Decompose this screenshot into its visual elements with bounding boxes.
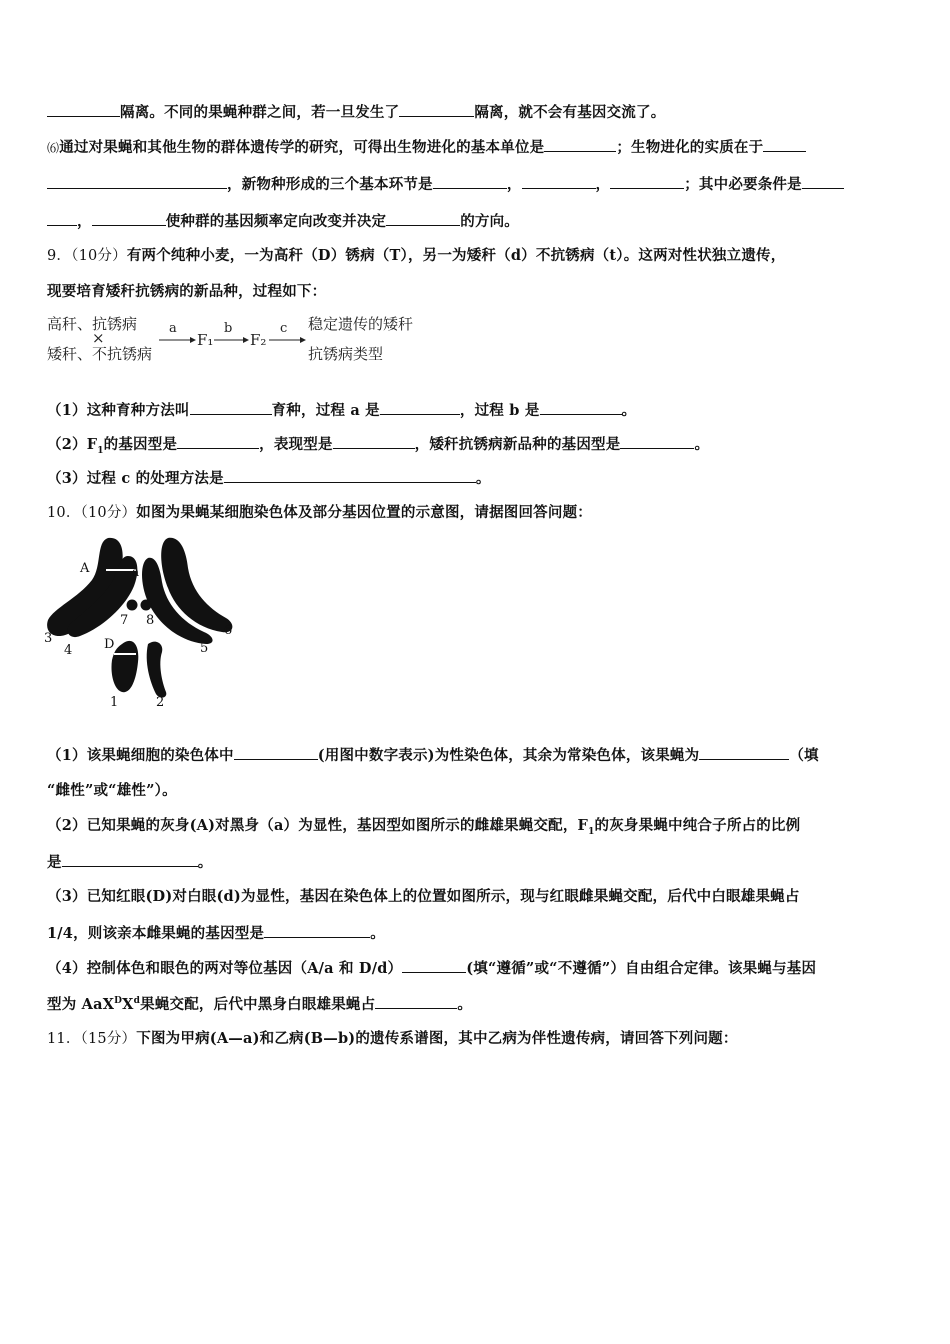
- text: 。: [370, 925, 385, 942]
- text: 1/4，则该亲本雌果蝇的基因型是: [47, 925, 265, 942]
- text: 。: [457, 996, 473, 1013]
- answer-blank[interactable]: [620, 434, 694, 449]
- text: 型为 AaX: [47, 996, 115, 1013]
- arrowhead-a: [190, 337, 196, 343]
- text: 的灰身果蝇中纯合子所占的比例: [594, 817, 801, 834]
- answer-blank[interactable]: [610, 174, 684, 189]
- arrowhead-b: [243, 337, 249, 343]
- chromosome-7: [127, 600, 138, 611]
- question-number: 10．（10分）: [47, 505, 137, 521]
- text: （2）F: [47, 436, 98, 453]
- text: 隔离，就不会有基因交流了。: [474, 104, 666, 121]
- answer-blank[interactable]: [190, 400, 272, 415]
- q10-part-2-line-2: [47, 852, 212, 873]
- q10-part-3-line-2: [47, 923, 385, 944]
- answer-blank[interactable]: [522, 174, 596, 189]
- text: 的方向。: [460, 213, 520, 230]
- text: (填“遵循”或“不遵循”）自由组合定律。该果蝇与基因: [466, 960, 817, 977]
- text: （3）过程 c 的处理方法是: [47, 470, 224, 487]
- label-5: 5: [200, 641, 209, 656]
- f1-label: F₁: [197, 331, 214, 349]
- answer-blank[interactable]: [234, 745, 318, 760]
- label-7: 7: [120, 613, 129, 628]
- label-4: 4: [64, 643, 73, 658]
- q10-part-3-line-1: [47, 887, 800, 907]
- answer-blank[interactable]: [47, 211, 77, 226]
- text: ，过程 b 是: [459, 402, 540, 419]
- parent2-label: 矮秆、不抗锈病: [47, 345, 153, 363]
- answer-blank[interactable]: [763, 137, 806, 152]
- answer-blank[interactable]: [544, 137, 616, 152]
- answer-blank[interactable]: [333, 434, 415, 449]
- label-3: 3: [44, 631, 53, 646]
- label-6: 6: [224, 623, 233, 638]
- q10-part-1-line-2: [47, 781, 177, 801]
- f2-label: F₂: [250, 331, 267, 349]
- answer-blank[interactable]: [802, 174, 844, 189]
- q9-stem-1: [47, 246, 785, 266]
- subscript: 1: [97, 445, 104, 456]
- text: （填: [789, 747, 819, 764]
- arrowhead-c: [300, 337, 306, 343]
- text: 通过对果蝇和其他生物的群体遗传学的研究，可得出生物进化的基本单位是: [59, 139, 545, 156]
- text: ，新物种形成的三个基本环节是: [227, 176, 433, 193]
- q8-line-4: [47, 211, 519, 232]
- text: 使种群的基因频率定向改变并决定: [165, 213, 387, 230]
- text: 有两个纯种小麦，一为高秆（D）锈病（T），另一为矮秆（d）不抗锈病（t）。这两对性状独立遗传，: [126, 247, 786, 264]
- answer-blank[interactable]: [224, 468, 476, 483]
- step-b-label: b: [224, 321, 233, 336]
- answer-blank[interactable]: [47, 174, 227, 189]
- answer-blank[interactable]: [62, 852, 198, 867]
- text: 隔离。不同的果蝇种群之间，若一旦发生了: [120, 104, 400, 121]
- text: （2）已知果蝇的灰身(A)对黑身（a）为显性，基因型如图所示的雌雄果蝇交配，F: [47, 817, 589, 834]
- text: 育种，过程 a 是: [271, 402, 380, 419]
- question-number: 9．（10分）: [47, 248, 127, 264]
- text: 下图为甲病(A—a)和乙病(B—b)的遗传系谱图，其中乙病为伴性遗传病，请回答下列问题：: [136, 1030, 738, 1047]
- text: （1）该果蝇细胞的染色体中: [47, 747, 234, 764]
- text: ，: [595, 176, 611, 193]
- parent1-label: 高秆、抗锈病: [47, 315, 138, 333]
- answer-blank[interactable]: [399, 102, 474, 117]
- text: (用图中数字表示)为性染色体，其余为常染色体，该果蝇为: [317, 747, 700, 764]
- text: （3）已知红眼(D)对白眼(d)为显性，基因在染色体上的位置如图所示，现与红眼雌果蝇交配，后代中白眼雄果蝇占: [47, 888, 800, 905]
- q10-stem: [47, 503, 592, 523]
- text: “雌性”或“雄性”）。: [47, 782, 177, 799]
- text: 现要培育矮秆抗锈病的新品种，过程如下：: [47, 283, 327, 300]
- text: 是: [47, 854, 62, 871]
- text: ，矮秆抗锈病新品种的基因型是: [414, 436, 621, 453]
- result2-label: 抗锈病类型: [308, 345, 384, 363]
- answer-blank[interactable]: [380, 400, 460, 415]
- result1-label: 稳定遗传的矮秆: [308, 315, 414, 333]
- q10-part-4-line-1: [47, 958, 816, 979]
- label-1: 1: [110, 695, 119, 710]
- label-a: a: [132, 565, 140, 579]
- question-number: 11．（15分）: [47, 1031, 137, 1047]
- chromosome-1: [111, 641, 138, 692]
- answer-blank[interactable]: [540, 400, 622, 415]
- text: ，表现型是: [259, 436, 333, 453]
- q9-part-1: [47, 400, 636, 421]
- answer-blank[interactable]: [699, 745, 789, 760]
- text: ，: [77, 213, 92, 230]
- q11-stem: [47, 1029, 738, 1049]
- answer-blank[interactable]: [177, 434, 259, 449]
- chromosome-2: [147, 642, 167, 698]
- answer-blank[interactable]: [47, 102, 120, 117]
- answer-blank[interactable]: [433, 174, 507, 189]
- step-c-label: c: [280, 321, 288, 336]
- label-D: D: [104, 637, 115, 652]
- text: ，: [506, 176, 522, 193]
- text: 。: [475, 470, 491, 487]
- text: 。: [197, 854, 213, 871]
- q8-line-2: [47, 137, 806, 158]
- step-a-label: a: [169, 321, 177, 336]
- text: 。: [694, 436, 710, 453]
- chromosome-8: [141, 600, 152, 611]
- answer-blank[interactable]: [402, 958, 466, 973]
- q8-line-1: [47, 102, 665, 123]
- q9-part-3: [47, 468, 491, 489]
- subscript: 1: [588, 826, 595, 837]
- text: ；其中必要条件是: [684, 176, 802, 193]
- text: ；生物进化的实质在于: [616, 139, 764, 156]
- superscript: d: [133, 996, 141, 1007]
- label-A: A: [80, 561, 90, 576]
- q8-line-3: [47, 174, 844, 195]
- text: 果蝇交配，后代中黑身白眼雄果蝇占: [140, 996, 376, 1013]
- answer-blank[interactable]: [92, 211, 166, 226]
- q10-part-4-line-2: [47, 994, 472, 1015]
- cross-symbol: ×: [92, 329, 105, 347]
- label-2: 2: [156, 695, 165, 710]
- answer-blank[interactable]: [386, 211, 460, 226]
- q9-stem-2: [47, 282, 326, 302]
- breeding-flow-diagram: [44, 310, 444, 370]
- text: 如图为果蝇某细胞染色体及部分基因位置的示意图，请据图回答问题：: [136, 504, 592, 521]
- chromosome-diagram: [40, 532, 240, 712]
- item-marker: ⑹: [47, 141, 60, 155]
- answer-blank[interactable]: [264, 923, 370, 938]
- text: （4）控制体色和眼色的两对等位基因（A/a 和 D/d）: [47, 960, 403, 977]
- text: （1）这种育种方法叫: [47, 402, 190, 419]
- q10-part-2-line-1: [47, 816, 800, 836]
- text: 的基因型是: [103, 436, 178, 453]
- text: 。: [621, 402, 637, 419]
- text: X: [122, 996, 134, 1013]
- answer-blank[interactable]: [375, 994, 457, 1009]
- q9-part-2: [47, 434, 709, 455]
- label-8: 8: [146, 613, 155, 628]
- q10-part-1-line-1: [47, 745, 819, 766]
- superscript: D: [114, 996, 123, 1007]
